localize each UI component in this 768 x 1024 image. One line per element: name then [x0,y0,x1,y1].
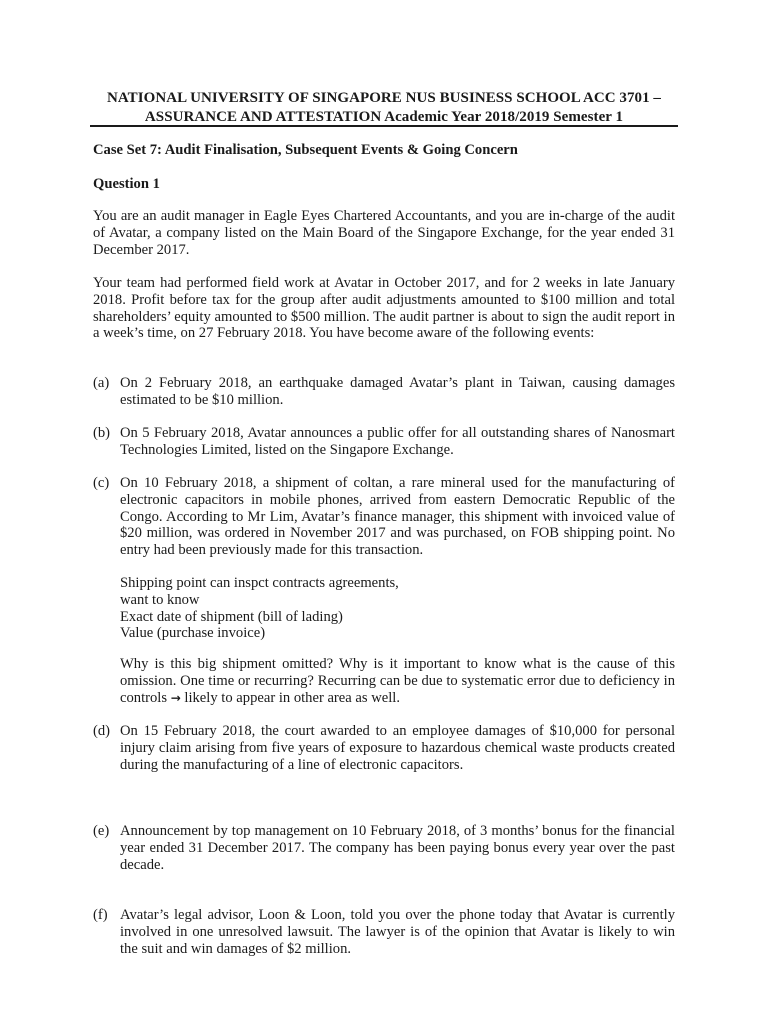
intro-paragraph-1: You are an audit manager in Eagle Eyes Chartered Accountants, and you are in-charge of the audit of Avatar, a company listed on the Main Board of the Singapore Exchange, for the year ended 31 December 2017. [93,208,675,258]
note-line: want to know [120,591,200,608]
item-e [93,823,675,873]
item-text: On 2 February 2018, an earthquake damaged Avatar’s plant in Taiwan, causing damages estimated to be $10 million. [120,375,675,408]
item-text: On 5 February 2018, Avatar announces a public offer for all outstanding shares of Nanosmart Technologies Limited, listed on the Singapore Exchange. [120,425,675,458]
item-c-notes [120,575,675,642]
item-text: Announcement by top management on 10 February 2018, of 3 months’ bonus for the financial year ended 31 December 2017. The company has been paying bonus every year over the past decade. [120,823,675,873]
note-line: Exact date of shipment (bill of lading) [120,608,343,625]
item-text: On 15 February 2018, the court awarded to an employee damages of $10,000 for personal injury claim arising from five years of exposure to hazardous chemical waste products created during the manufacturing of a line of electronic capacitors. [120,723,675,773]
item-label: (f) [93,907,108,923]
item-d [93,723,675,773]
item-label: (a) [93,375,110,391]
commentary-tail: likely to appear in other area as well. [184,689,400,706]
note-line: Shipping point can inspct contracts agreements, [120,575,399,591]
item-label: (d) [93,723,111,739]
note-line: Value (purchase invoice) [120,625,266,642]
item-label: (e) [93,823,110,839]
document-header [90,89,678,127]
right-arrow-icon: → [170,690,181,705]
question-title: Question 1 [93,176,160,192]
item-label: (b) [93,425,111,441]
header-line-2: ASSURANCE AND ATTESTATION Academic Year 2018/2019 Semester 1 [144,109,624,125]
item-label: (c) [93,475,110,491]
item-a [93,375,675,409]
item-f [93,907,675,957]
commentary-text: Why is this big shipment omitted? Why is it important to know what is the cause of this omission. One time or recurring? Recurring can be due to systematic error due to deficiency in controls [120,656,675,706]
intro-paragraph-2: Your team had performed field work at Avatar in October 2017, and for 2 weeks in late January 2018. Profit before tax for the group after audit adjustments amounted to $100 million and total shareholders’ equity amounted to $500 million. The audit partner is about to sign the audit report in a week’s time, on 27 February 2018. You have become aware of the following events: [93,275,675,342]
item-c [93,475,675,559]
header-line-1: NATIONAL UNIVERSITY OF SINGAPORE NUS BUSINESS SCHOOL ACC 3701 – [107,90,661,106]
item-b [93,425,675,459]
item-c-commentary [120,656,675,706]
item-text: Avatar’s legal advisor, Loon & Loon, told you over the phone today that Avatar is currently involved in one unresolved lawsuit. The lawyer is of the opinion that Avatar is likely to win the suit and win damages of $2 million. [120,907,675,957]
item-text: On 10 February 2018, a shipment of coltan, a rare mineral used for the manufacturing of electronic capacitors in mobile phones, arrived from eastern Democratic Republic of the Congo. According to Mr Lim, Avatar’s finance manager, this shipment with invoiced value of $20 million, was ordered in November 2017 and was purchased, on FOB shipping point. No entry had been previously made for this transaction. [120,475,675,559]
case-title: Case Set 7: Audit Finalisation, Subsequent Events & Going Concern [93,142,518,158]
header-divider [90,125,678,127]
